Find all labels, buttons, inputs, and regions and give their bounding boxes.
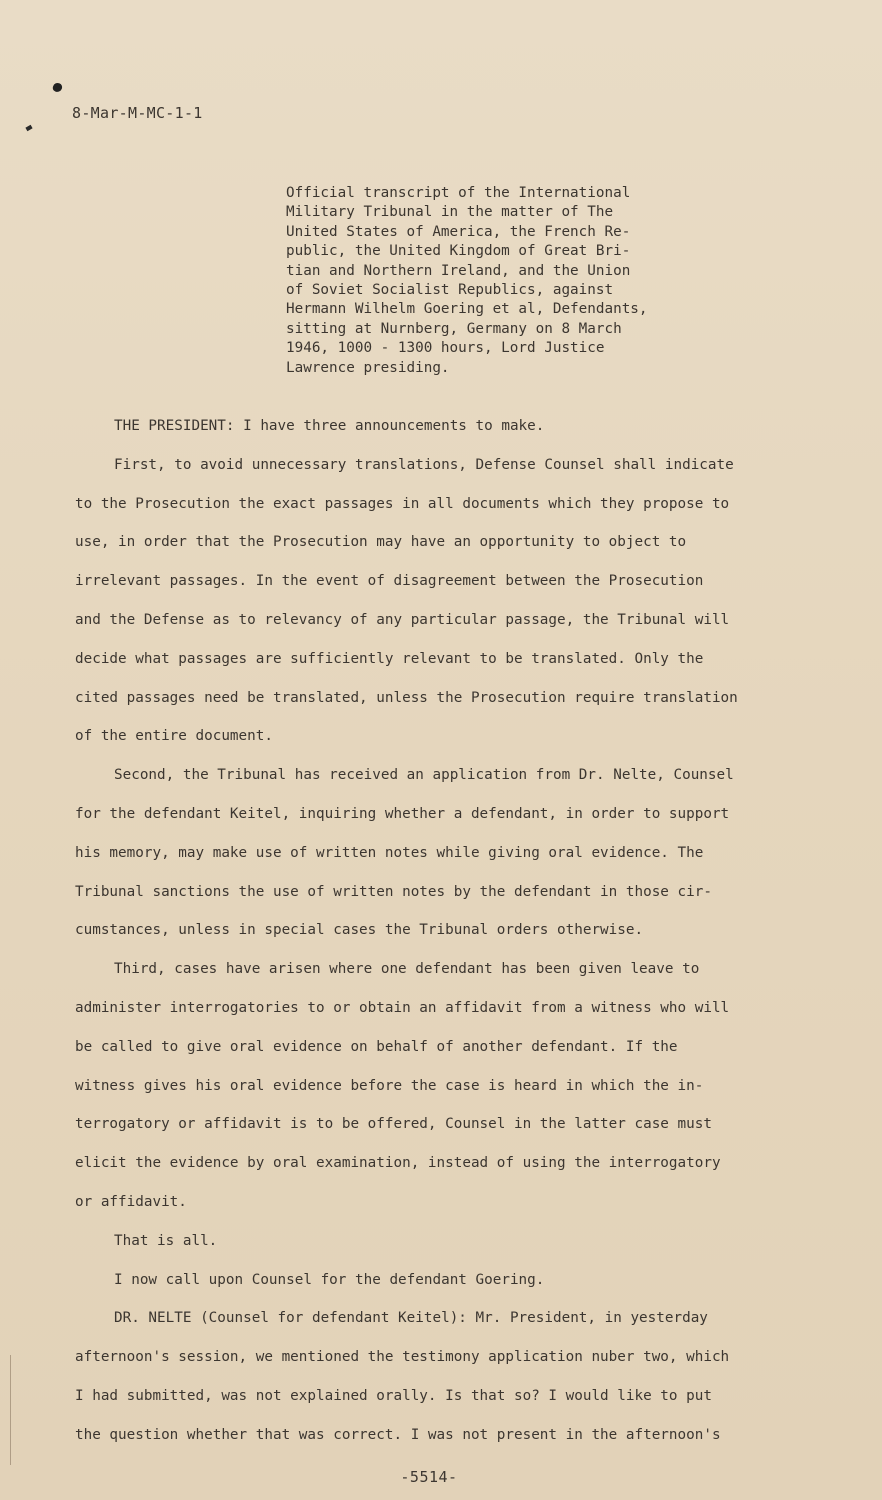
margin-crease [10, 1355, 11, 1465]
header-line: tian and Northern Ireland, and the Union [286, 262, 631, 279]
body-line: That is all. [114, 1232, 218, 1249]
body-line: of the entire document. [75, 728, 273, 745]
body-line: I had submitted, was not explained orally. Is that so? I would like to put [75, 1387, 712, 1404]
body-line: Second, the Tribunal has received an application from Dr. Nelte, Counsel [114, 767, 734, 784]
body-line: cumstances, unless in special cases the Tribunal orders otherwise. [75, 922, 644, 939]
header-line: Official transcript of the International [286, 185, 631, 201]
header-line: 1946, 1000 - 1300 hours, Lord Justice [286, 340, 605, 357]
body-line: for the defendant Keitel, inquiring whether a defendant, in order to support [75, 805, 730, 822]
body-line: to the Prosecution the exact passages in all documents which they propose to [75, 495, 730, 512]
body-line: I now call upon Counsel for the defendant Goering. [114, 1271, 545, 1288]
body-line: the question whether that was correct. I was not present in the afternoon's [75, 1426, 721, 1443]
header-line: Military Tribunal in the matter of The [286, 204, 614, 221]
body-line: cited passages need be translated, unless the Prosecution require translation [75, 689, 738, 706]
body-line: terrogatory or affidavit is to be offered, Counsel in the latter case must [75, 1116, 712, 1133]
header-line: United States of America, the French Re- [286, 223, 631, 240]
body-line: or affidavit. [75, 1193, 187, 1210]
body-line: use, in order that the Prosecution may have an opportunity to object to [75, 534, 687, 551]
body-line: First, to avoid unnecessary translations, Defense Counsel shall indicate [114, 456, 734, 473]
ink-spot [52, 82, 64, 94]
transcript-body [75, 413, 825, 1461]
transcript-header [286, 184, 706, 378]
body-line: THE PRESIDENT: I have three announcements to make. [114, 418, 545, 434]
body-line: Third, cases have arisen where one defendant has been given leave to [114, 961, 700, 978]
body-line: witness gives his oral evidence before the case is heard in which the in- [75, 1077, 704, 1094]
header-line: sitting at Nurnberg, Germany on 8 March [286, 320, 622, 337]
body-line: and the Defense as to relevancy of any particular passage, the Tribunal will [75, 611, 730, 628]
body-line: be called to give oral evidence on behalf of another defendant. If the [75, 1038, 678, 1055]
body-line: elicit the evidence by oral examination, instead of using the interrogatory [75, 1155, 721, 1172]
body-line: afternoon's session, we mentioned the testimony application nuber two, which [75, 1349, 730, 1366]
page-number: -5514- [400, 1468, 458, 1486]
body-line: administer interrogatories to or obtain an affidavit from a witness who will [75, 999, 730, 1016]
header-line: Hermann Wilhelm Goering et al, Defendants, [286, 301, 648, 318]
header-line: of Soviet Socialist Republics, against [286, 282, 614, 299]
ink-mark [25, 125, 32, 131]
header-line: Lawrence presiding. [286, 359, 450, 376]
document-id: 8-Mar-M-MC-1-1 [72, 104, 203, 122]
body-line: irrelevant passages. In the event of disagreement between the Prosecution [75, 573, 704, 590]
body-line: Tribunal sanctions the use of written notes by the defendant in those cir- [75, 883, 712, 900]
header-line: public, the United Kingdom of Great Bri- [286, 243, 631, 260]
body-line: DR. NELTE (Counsel for defendant Keitel): Mr. President, in yesterday [114, 1310, 708, 1327]
body-line: decide what passages are sufficiently relevant to be translated. Only the [75, 650, 704, 667]
body-line: his memory, may make use of written notes while giving oral evidence. The [75, 844, 704, 861]
